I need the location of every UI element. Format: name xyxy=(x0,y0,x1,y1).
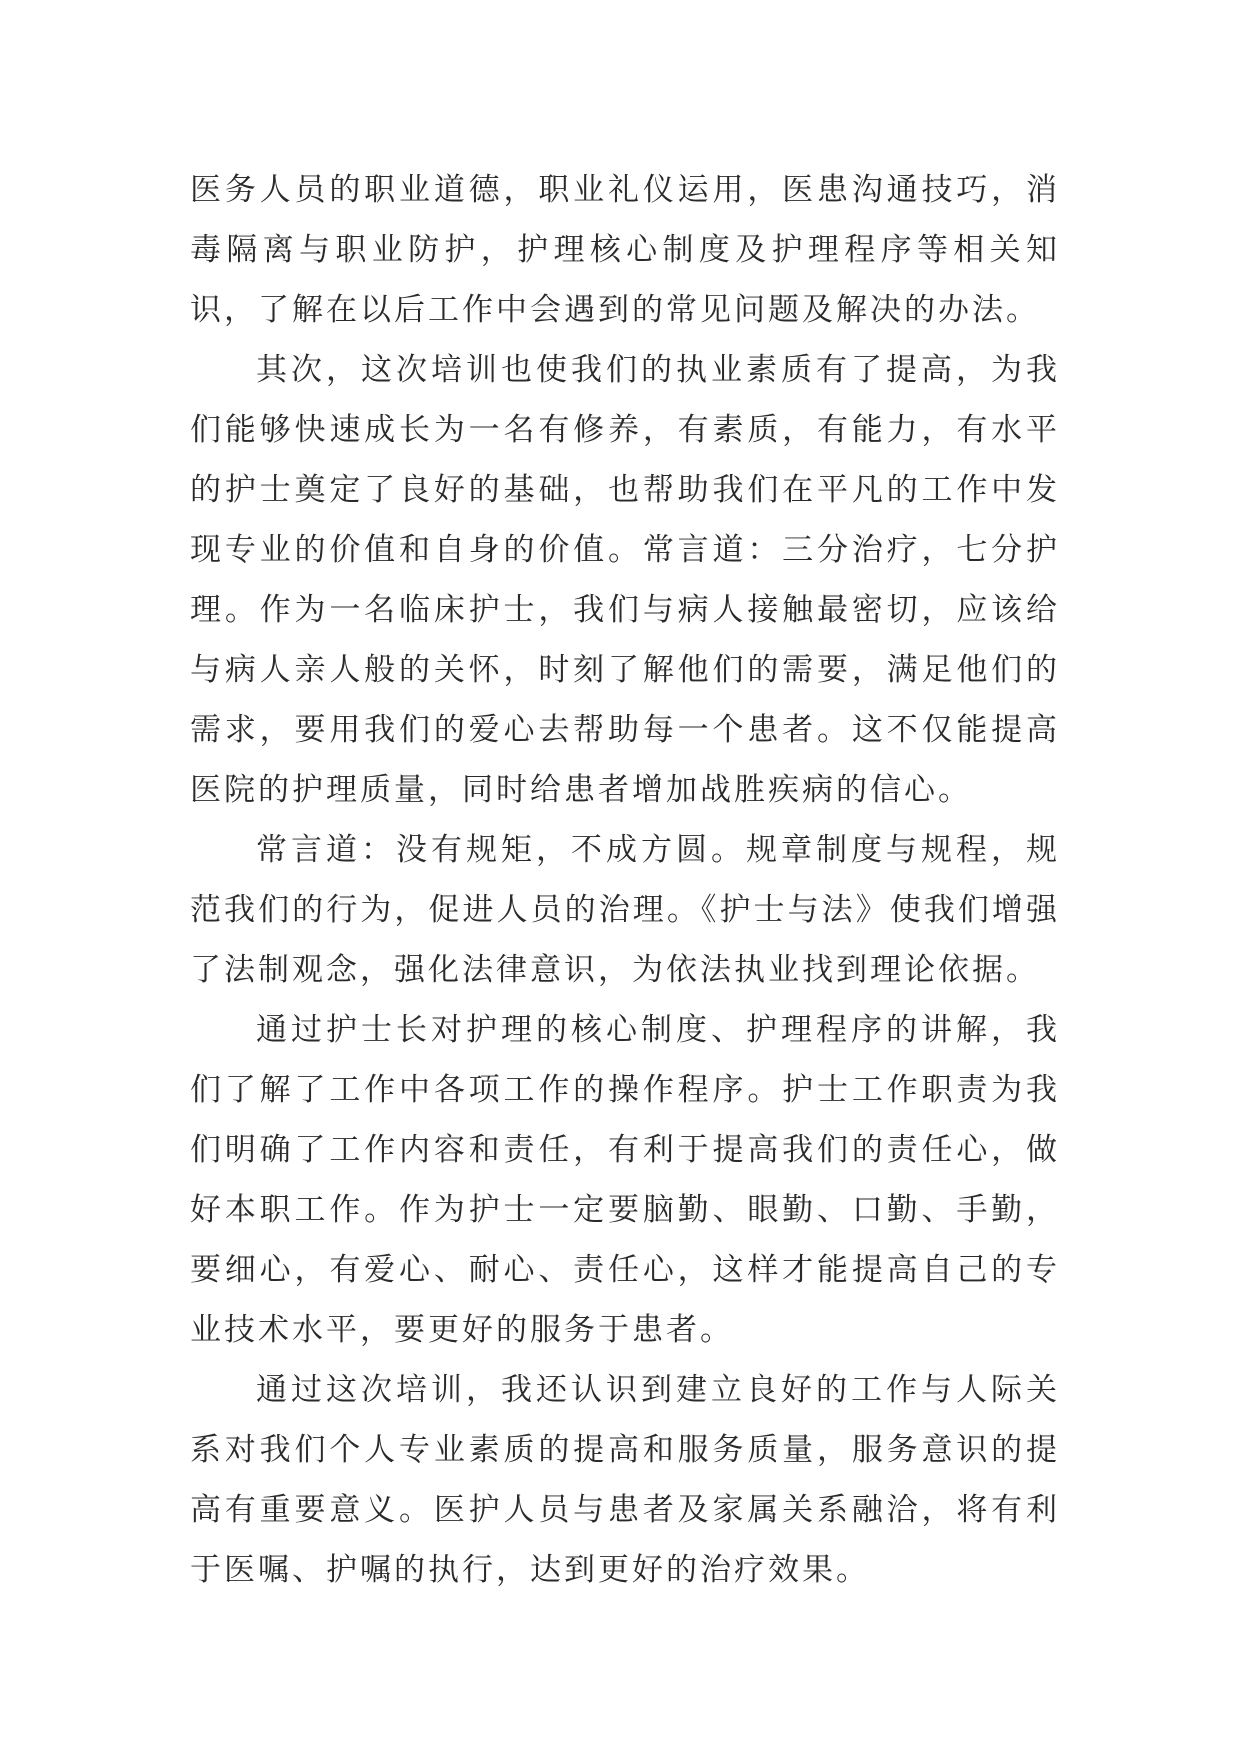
paragraph-4: 通过护士长对护理的核心制度、护理程序的讲解，我们了解了工作中各项工作的操作程序。护士工作职责为我们明确了工作内容和责任，有利于提高我们的责任心，做好本职工作。作为护士一定要脑勤、眼勤、口勤、手勤，要细心，有爱心、耐心、责任心，这样才能提高自己的专业技术水平，要更好的服务于患者。 xyxy=(190,1012,1060,1348)
paragraph-5: 通过这次培训，我还认识到建立良好的工作与人际关系对我们个人专业素质的提高和服务质量，服务意识的提高有重要意义。医护人员与患者及家属关系融洽，将有利于医嘱、护嘱的执行，达到更好的治疗效果。 xyxy=(190,1372,1060,1588)
paragraph-1: 医务人员的职业道德，职业礼仪运用，医患沟通技巧，消毒隔离与职业防护，护理核心制度及护理程序等相关知识，了解在以后工作中会遇到的常见问题及解决的办法。 xyxy=(190,172,1060,328)
document-body xyxy=(190,160,1060,1600)
paragraph-2: 其次，这次培训也使我们的执业素质有了提高，为我们能够快速成长为一名有修养，有素质，有能力，有水平的护士奠定了良好的基础，也帮助我们在平凡的工作中发现专业的价值和自身的价值。常言道：三分治疗，七分护理。作为一名临床护士，我们与病人接触最密切，应该给与病人亲人般的关怀，时刻了解他们的需要，满足他们的需求，要用我们的爱心去帮助每一个患者。这不仅能提高医院的护理质量，同时给患者增加战胜疾病的信心。 xyxy=(190,352,1060,808)
paragraph-3: 常言道：没有规矩，不成方圆。规章制度与规程，规范我们的行为，促进人员的治理。《护士与法》使我们增强了法制观念，强化法律意识，为依法执业找到理论依据。 xyxy=(190,832,1060,988)
